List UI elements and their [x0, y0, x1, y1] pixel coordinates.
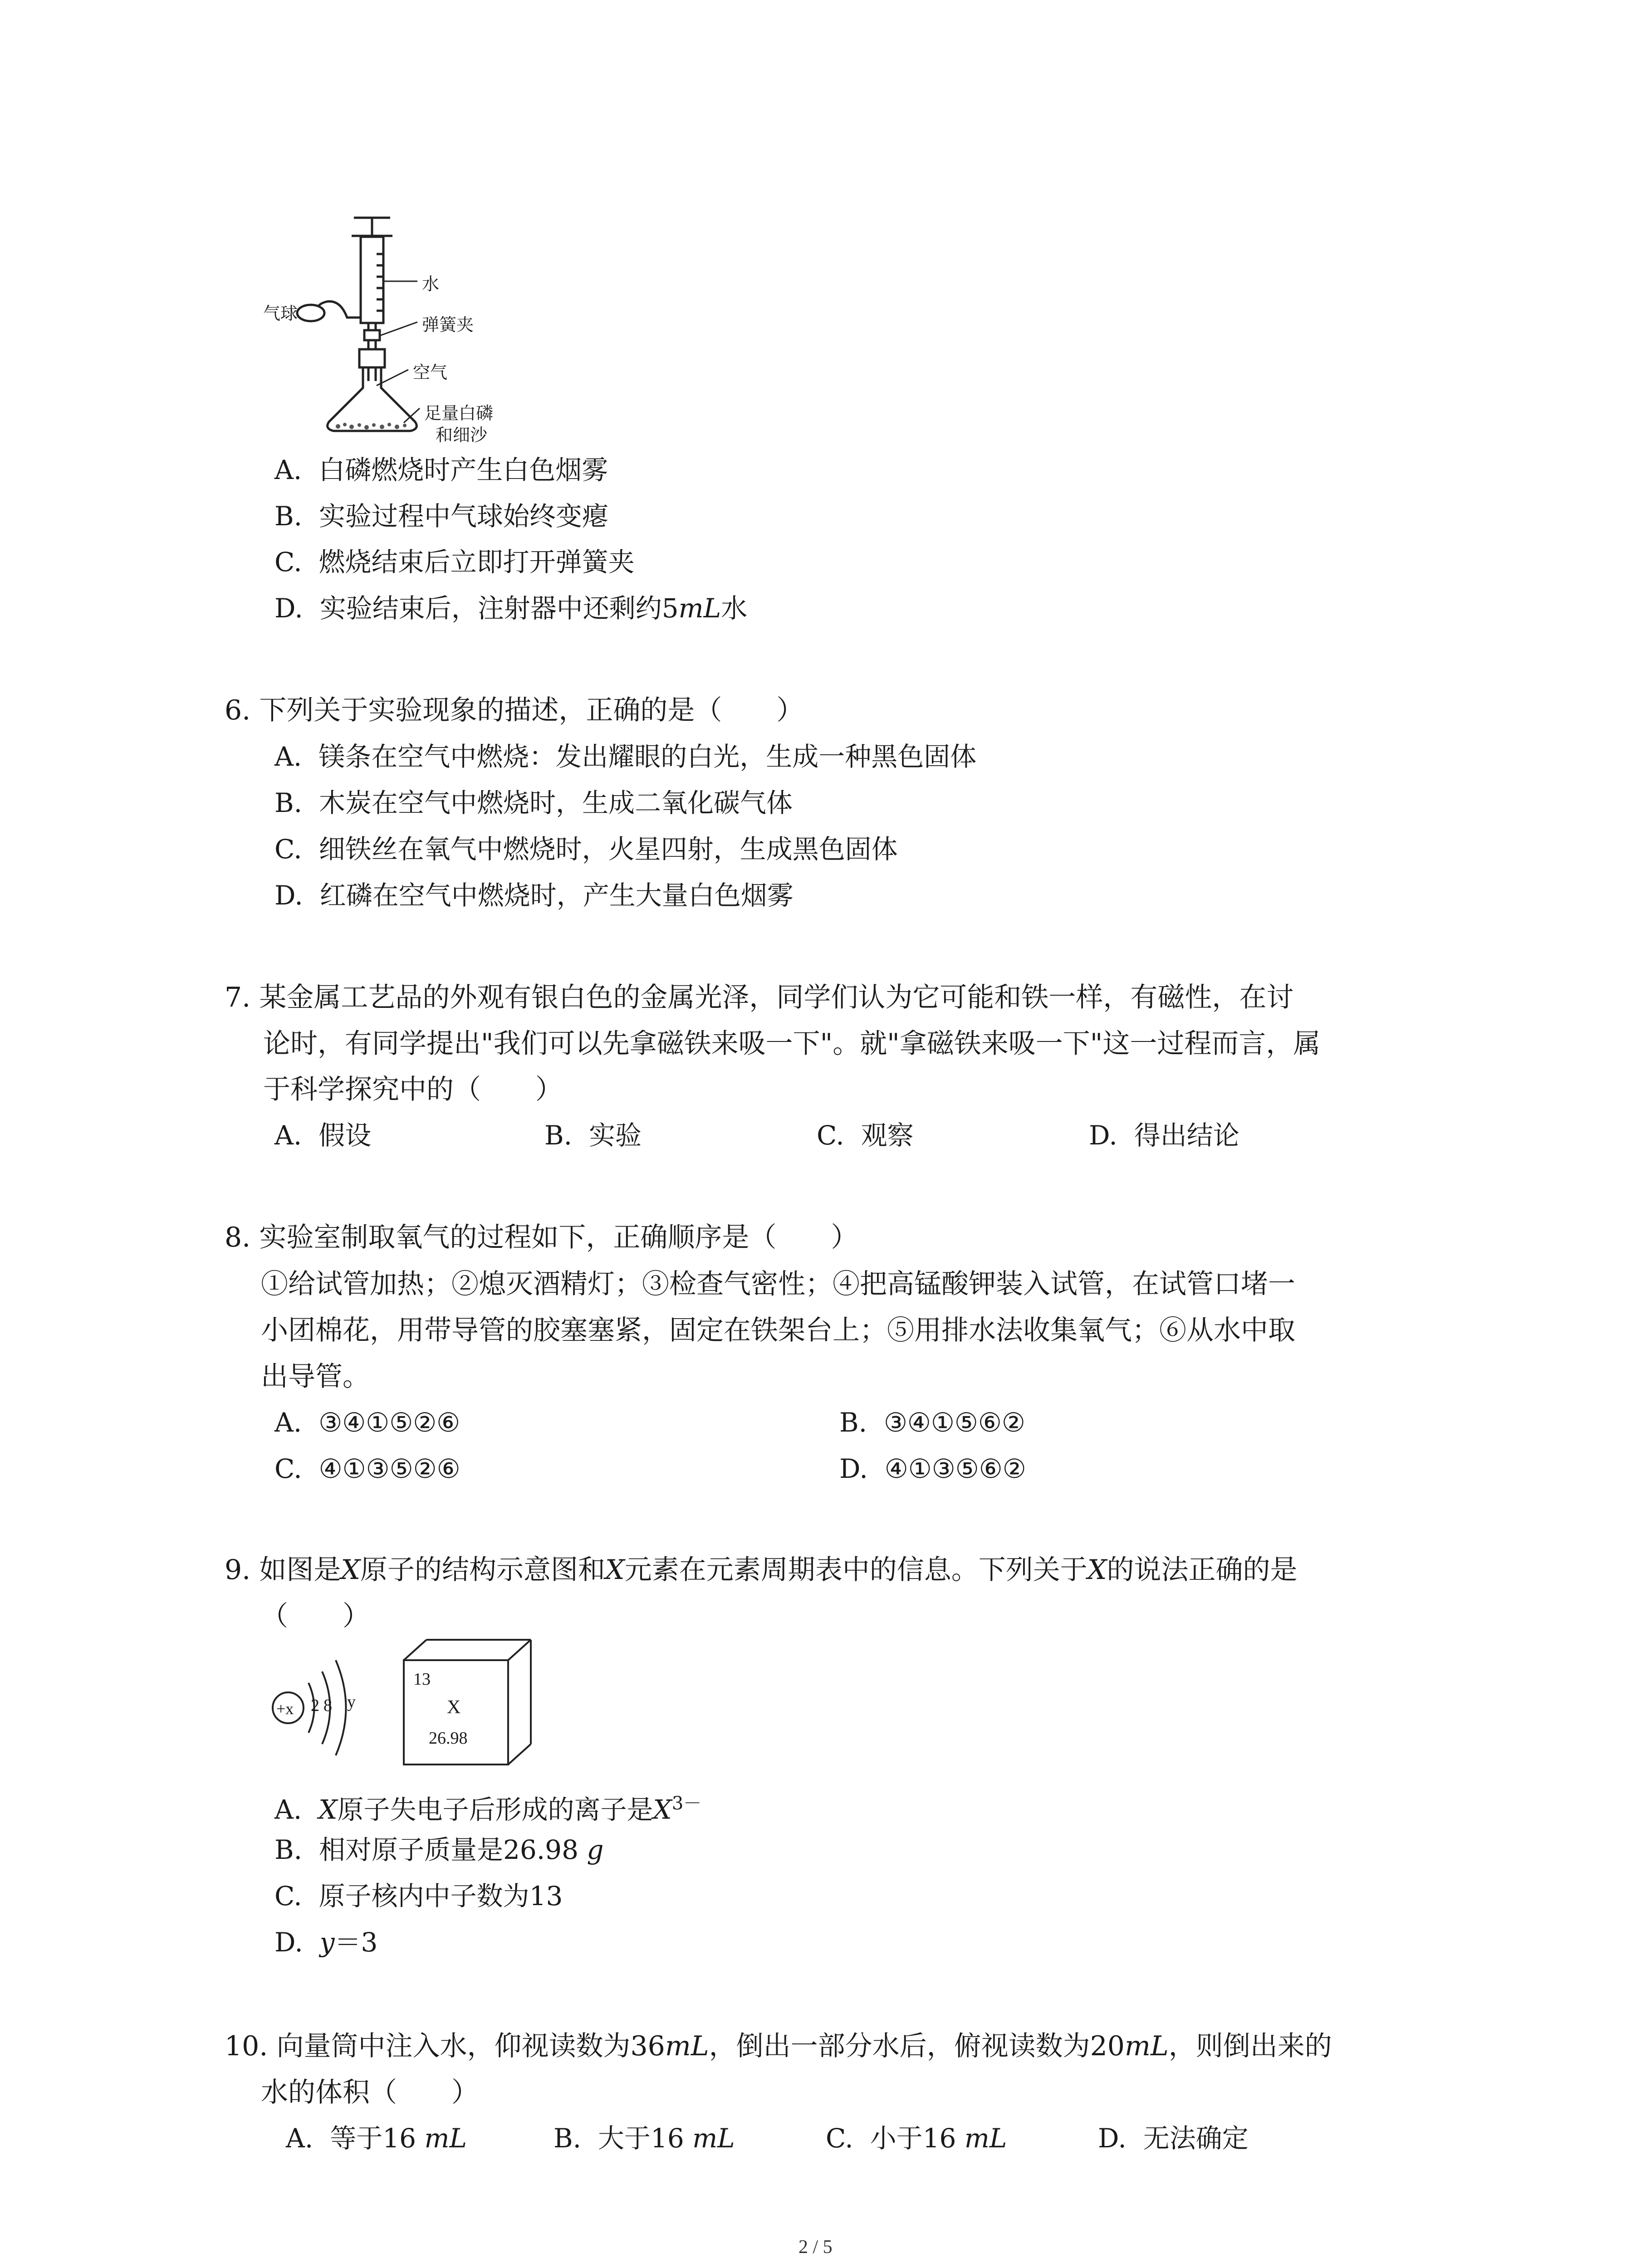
option-text: ＝3 [334, 1927, 378, 1958]
option-letter: A. [274, 1120, 302, 1151]
q6-option-d [274, 879, 794, 912]
var-x: X [1087, 1554, 1107, 1586]
q10-option-d [1098, 2122, 1249, 2155]
var-x: X [605, 1554, 625, 1586]
q5-option-d [274, 592, 747, 625]
q7-option-a [274, 1119, 371, 1152]
option-text: 燃烧结束后立即打开弹簧夹 [318, 547, 635, 577]
option-text: ④①③⑤②⑥ [318, 1453, 460, 1484]
option-letter: D. [274, 593, 303, 624]
q6-option-a [274, 740, 976, 773]
option-letter: C. [274, 834, 302, 865]
option-text: ③④①⑤⑥② [883, 1407, 1025, 1438]
option-text: 观察 [861, 1120, 914, 1151]
q9-stem-line1 [225, 1554, 1297, 1586]
q7-stem-line2: 论时，有同学提出"我们可以先拿磁铁来吸一下"。就"拿磁铁来吸一下"这一过程而言，属 [263, 1028, 1321, 1060]
option-letter: A. [274, 741, 302, 772]
q10-stem-line2: 水的体积（ ） [261, 2077, 479, 2108]
option-letter: D. [274, 880, 303, 911]
q6-stem: 6. 下列关于实验现象的描述，正确的是（ ） [225, 694, 804, 726]
unit: mL [678, 593, 721, 624]
option-text: 相对原子质量是26.98 [318, 1834, 587, 1865]
label-water: 水 [422, 274, 440, 294]
label-white-phosphorus: 足量白磷 [424, 403, 494, 423]
ion-symbol: X [653, 1794, 672, 1825]
option-text: 实验过程中气球始终变瘪 [318, 501, 608, 532]
unit: mL [964, 2123, 1007, 2154]
q9-option-b [274, 1833, 604, 1866]
label-spring-clip: 弹簧夹 [422, 315, 474, 335]
q8-option-b [839, 1406, 1025, 1439]
shell-1-electrons: 2 [311, 1696, 319, 1715]
stem-text: 元素在元素周期表中的信息。下列关于 [624, 1554, 1087, 1586]
q9-option-a [274, 1787, 701, 1826]
q10-option-a [286, 2122, 467, 2155]
var-y: y [319, 1927, 335, 1958]
option-letter: A. [274, 455, 302, 485]
option-letter: D. [1089, 1120, 1117, 1151]
q10-option-b [554, 2122, 735, 2155]
shell-2-electrons: 8 [323, 1696, 332, 1715]
unit: g [587, 1834, 604, 1865]
option-letter: D. [839, 1453, 868, 1484]
q6-option-c [274, 833, 898, 865]
option-text: 实验 [588, 1120, 642, 1151]
option-letter: A. [274, 1407, 302, 1438]
option-text: 假设 [318, 1120, 372, 1151]
option-text: 得出结论 [1134, 1120, 1239, 1151]
q8-option-c [274, 1452, 460, 1485]
option-letter: D. [1098, 2123, 1127, 2154]
nucleus-charge: +x [276, 1700, 294, 1718]
option-text: 木炭在空气中燃烧时，生成二氧化碳气体 [318, 787, 793, 818]
syringe-flask-figure [254, 209, 544, 445]
q7-stem-line3: 于科学探究中的（ ） [263, 1074, 563, 1105]
var-x: X [318, 1794, 338, 1825]
option-text: 原子失电子后形成的离子是 [337, 1794, 653, 1825]
option-letter: B. [274, 787, 303, 818]
q10-stem-line1 [225, 2030, 1332, 2063]
page-number: 2 / 5 [798, 2237, 833, 2258]
option-letter: B. [274, 501, 303, 532]
option-text: 细铁丝在氧气中燃烧时，火星四射，生成黑色固体 [318, 834, 898, 865]
stem-text: 9. 如图是 [225, 1554, 341, 1586]
q8-stem-line3: 小团棉花，用带导管的胶塞塞紧，固定在铁架台上；⑤用排水法收集氧气；⑥从水中取 [261, 1315, 1295, 1346]
option-letter: B. [544, 1120, 573, 1151]
option-text: 无法确定 [1143, 2123, 1249, 2154]
option-letter: A. [274, 1794, 302, 1825]
option-letter: C. [817, 1120, 844, 1151]
option-text: ③④①⑤②⑥ [318, 1407, 460, 1438]
atomic-mass: 26.98 [429, 1729, 468, 1748]
q7-option-d [1089, 1119, 1239, 1152]
var-x: X [341, 1554, 361, 1586]
option-text: 实验结束后，注射器中还剩约5 [319, 593, 679, 624]
option-letter: C. [826, 2123, 853, 2154]
option-text: 等于16 [330, 2123, 425, 2154]
option-text: ④①③⑤⑥② [884, 1453, 1026, 1484]
atom-structure-diagram [265, 1642, 370, 1774]
option-letter: B. [839, 1407, 867, 1438]
q8-stem-line2: ①给试管加热；②熄灭酒精灯；③检查气密性；④把高锰酸钾装入试管，在试管口堵一 [261, 1268, 1295, 1300]
apparatus-drawing [254, 209, 544, 445]
stem-text: 原子的结构示意图和 [360, 1554, 606, 1586]
q9-option-c [274, 1880, 563, 1912]
option-text: 镁条在空气中燃烧：发出耀眼的白光，生成一种黑色固体 [318, 741, 977, 772]
option-text: 原子核内中子数为13 [318, 1881, 563, 1911]
option-letter: A. [286, 2123, 314, 2154]
option-text: 小于16 [870, 2123, 965, 2154]
q8-stem-line4: 出导管。 [261, 1361, 370, 1393]
label-air: 空气 [413, 362, 448, 382]
shell-3-electrons: y [347, 1692, 356, 1711]
stem-text: 10. 向量筒中注入水，仰视读数为36 [225, 2030, 665, 2062]
q7-option-c [817, 1119, 914, 1152]
unit: mL [424, 2123, 467, 2154]
option-text-end: 水 [721, 593, 748, 624]
option-text: 白磷燃烧时产生白色烟雾 [318, 455, 608, 485]
option-letter: B. [274, 1834, 303, 1865]
q8-option-a [274, 1406, 460, 1439]
q5-option-b [274, 500, 608, 533]
unit: mL [665, 2030, 709, 2062]
q7-stem-line1: 7. 某金属工艺品的外观有银白色的金属光泽，同学们认为它可能和铁一样，有磁性，在讨 [225, 982, 1294, 1013]
stem-text: 的说法正确的是 [1107, 1554, 1298, 1586]
label-fine-sand: 和细沙 [436, 425, 488, 445]
q10-option-c [826, 2122, 1007, 2155]
option-letter: D. [274, 1927, 303, 1958]
option-letter: C. [274, 1881, 302, 1911]
option-text: 大于16 [598, 2123, 693, 2154]
element-cell [402, 1637, 533, 1769]
element-symbol: X [447, 1697, 461, 1718]
stem-text: ，则倒出来的 [1168, 2030, 1332, 2062]
ion-charge: 3－ [671, 1793, 702, 1814]
option-text: 红磷在空气中燃烧时，产生大量白色烟雾 [319, 880, 794, 911]
q5-option-a [274, 454, 608, 486]
q8-option-d [839, 1452, 1026, 1485]
unit: mL [1124, 2030, 1169, 2062]
q6-option-b [274, 787, 793, 819]
option-letter: B. [554, 2123, 582, 2154]
atomic-number: 13 [413, 1670, 431, 1689]
q7-option-b [544, 1119, 642, 1152]
q9-stem-line2: （ ） [261, 1600, 370, 1632]
label-balloon: 气球 [263, 303, 298, 323]
unit: mL [692, 2123, 735, 2154]
q8-stem-line1: 8. 实验室制取氧气的过程如下，正确顺序是（ ） [225, 1222, 858, 1253]
option-letter: C. [274, 1453, 302, 1484]
stem-text: ，倒出一部分水后，俯视读数为20 [709, 2030, 1125, 2062]
q5-option-c [274, 546, 635, 578]
q9-option-d [274, 1926, 377, 1959]
option-letter: C. [274, 547, 302, 577]
